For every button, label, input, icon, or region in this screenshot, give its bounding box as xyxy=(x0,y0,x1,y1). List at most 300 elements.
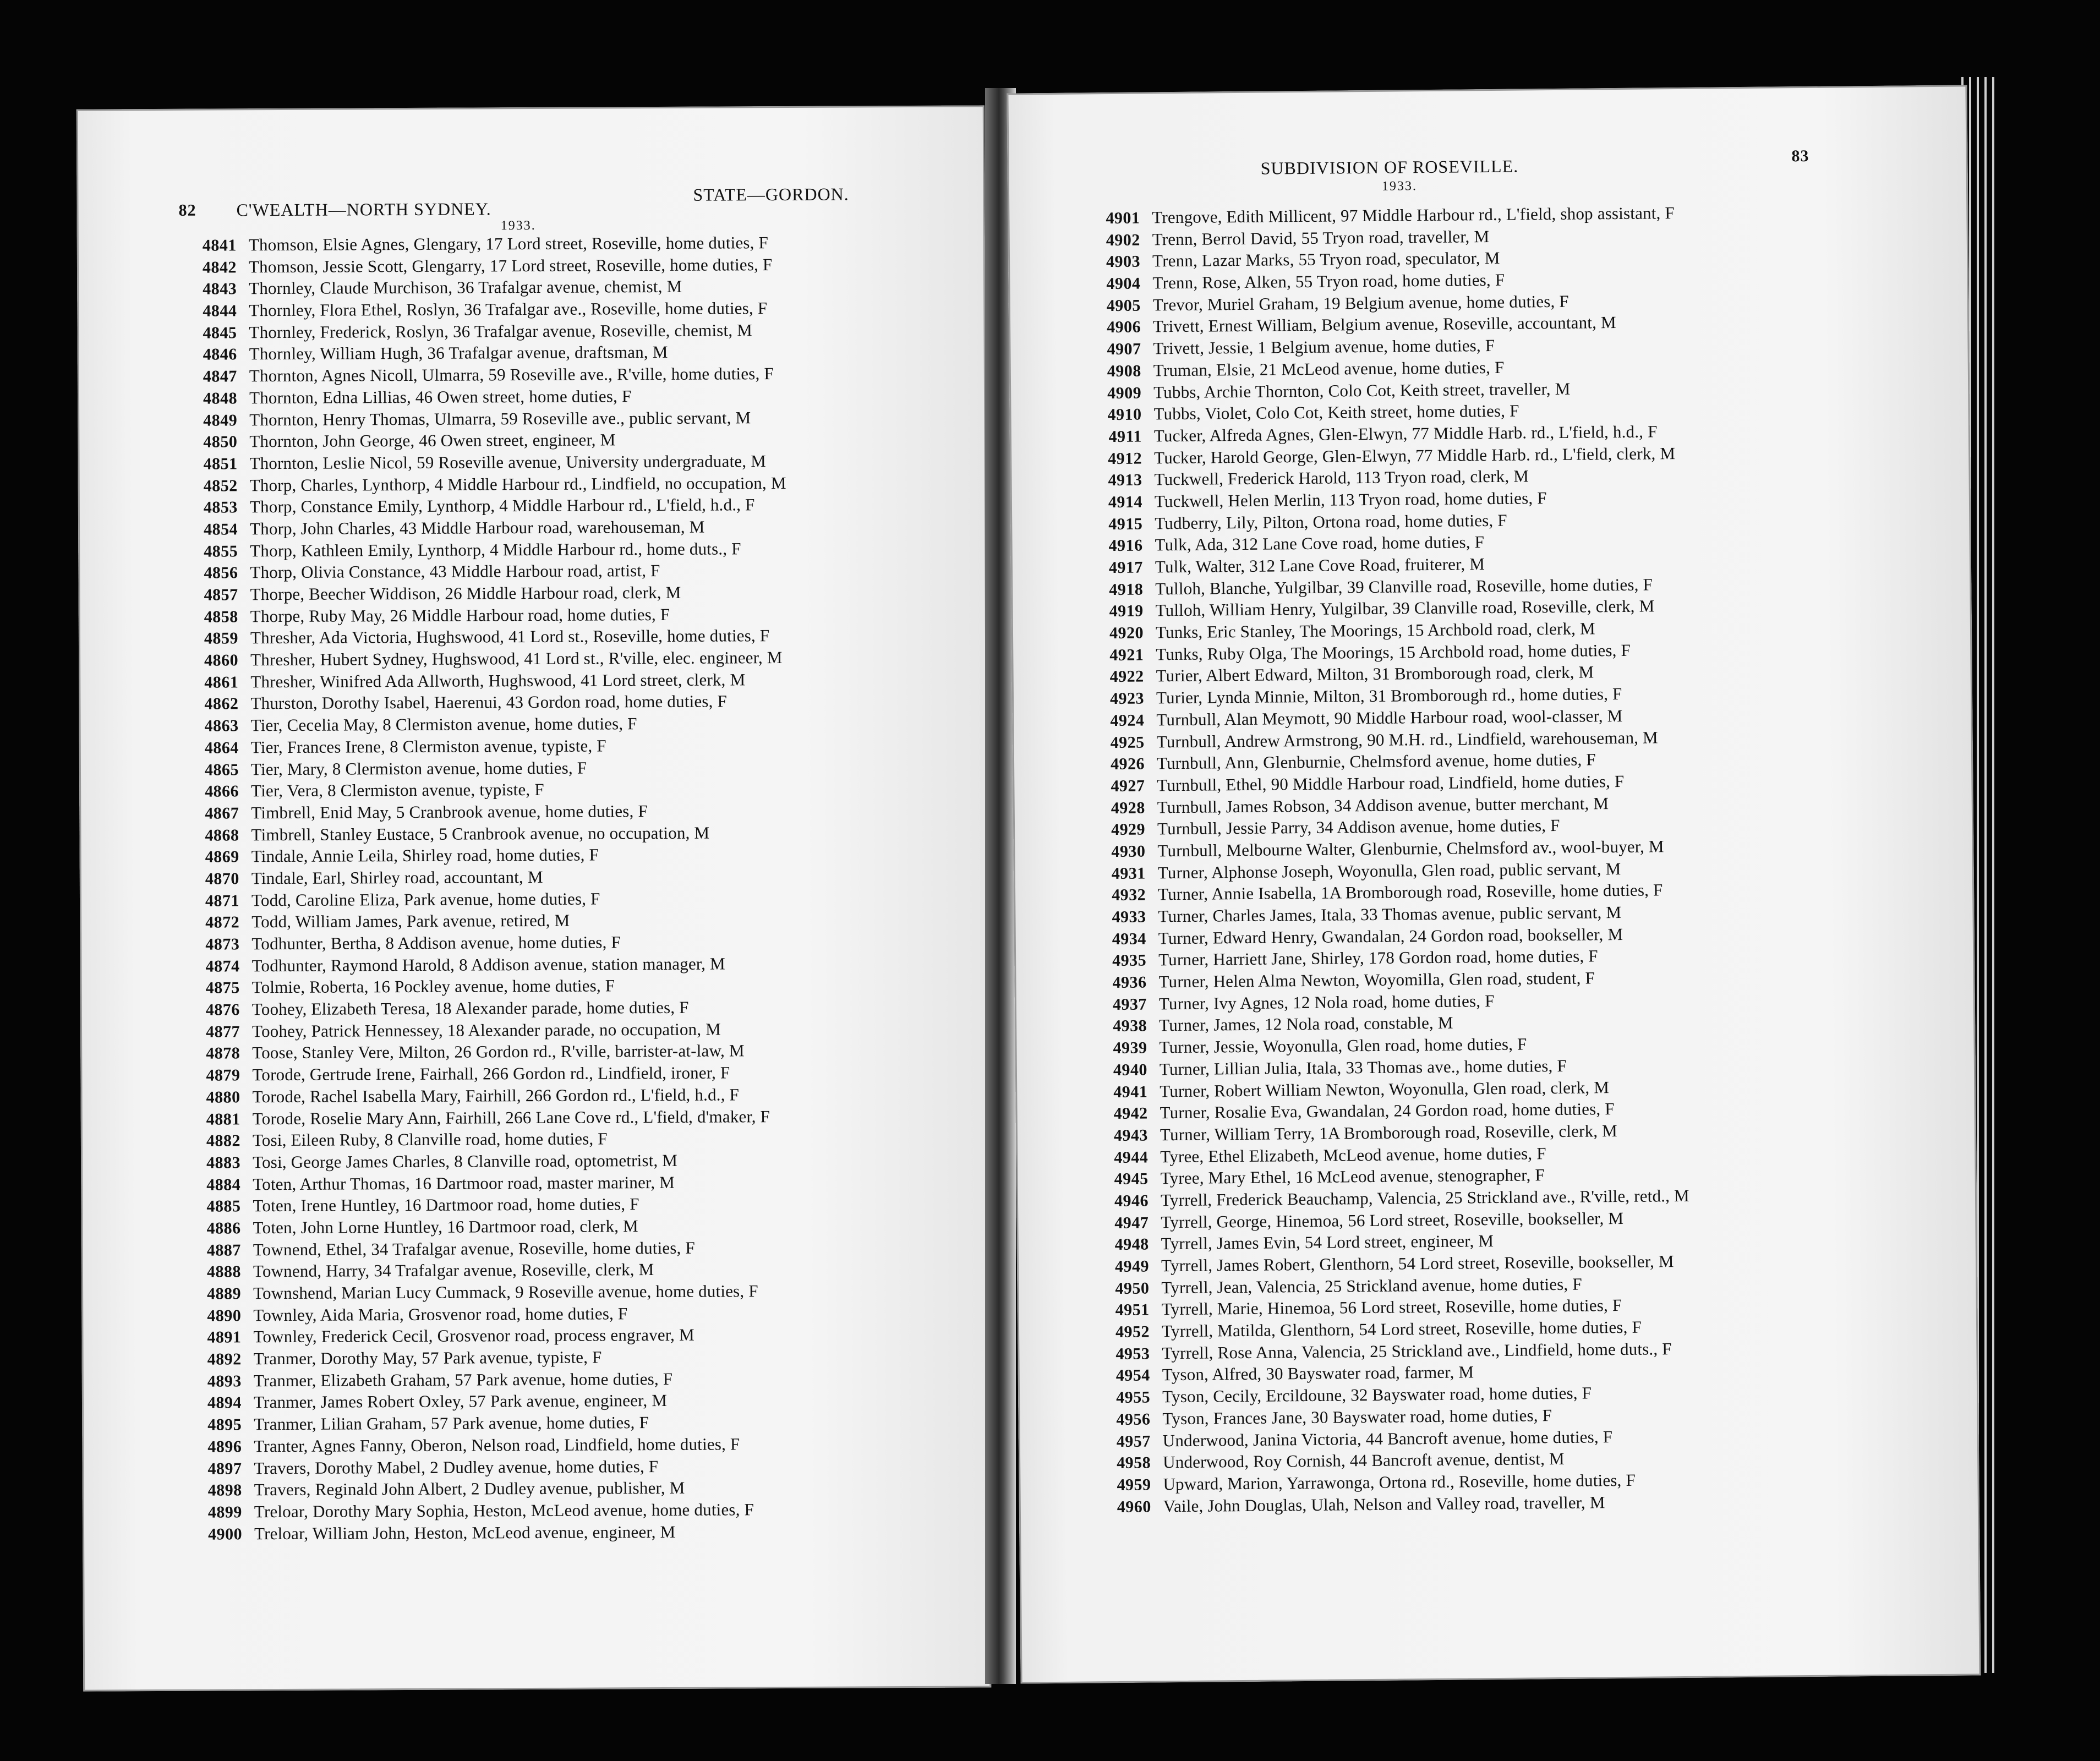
entry-number: 4863 xyxy=(204,717,239,735)
elector-entry xyxy=(173,865,788,890)
right-page-number: 83 xyxy=(1791,146,1809,166)
entry-number: 4878 xyxy=(206,1044,240,1063)
entry-text: Thurston, Dorothy Isabel, Haerenui, 43 Gordon road, home duties, F xyxy=(250,691,728,713)
entry-number: 4869 xyxy=(205,847,239,866)
entry-number: 4957 xyxy=(1116,1431,1151,1451)
entry-text: Townley, Aida Maria, Grosvenor road, home duties, F xyxy=(253,1303,628,1325)
entry-text: Todhunter, Raymond Harold, 8 Addison avenue, station manager, M xyxy=(251,954,725,975)
entry-text: Treloar, Dorothy Mary Sophia, Heston, McLeod avenue, home duties, F xyxy=(254,1500,754,1522)
entry-text: Truman, Elsie, 21 McLeod avenue, home duties, F xyxy=(1153,357,1505,380)
entry-number: 4913 xyxy=(1108,471,1142,490)
elector-entry xyxy=(172,559,786,584)
entry-number: 4866 xyxy=(205,782,239,801)
elector-entry xyxy=(172,516,786,540)
entry-text: Tulloh, William Henry, Yulgilbar, 39 Clanville road, Roseville, clerk, M xyxy=(1155,596,1655,620)
elector-entry xyxy=(171,275,785,300)
entry-number: 4931 xyxy=(1111,864,1146,883)
entry-number: 4885 xyxy=(206,1197,241,1216)
elector-entry xyxy=(171,319,785,344)
elector-entry xyxy=(173,953,788,977)
entry-number: 4939 xyxy=(1113,1038,1147,1058)
elector-entry xyxy=(176,1433,790,1458)
entry-text: Thornton, Agnes Nicoll, Ulmarra, 59 Roseville ave., R'ville, home duties, F xyxy=(249,364,774,386)
elector-entry xyxy=(172,647,787,671)
entry-text: Thornton, Henry Thomas, Ulmarra, 59 Roseville ave., public servant, M xyxy=(249,407,751,429)
elector-entry xyxy=(174,1171,789,1196)
entry-number: 4884 xyxy=(206,1175,241,1194)
entry-number: 4934 xyxy=(1112,929,1146,948)
elector-entry xyxy=(171,385,786,409)
entry-number: 4945 xyxy=(1114,1169,1149,1189)
entry-text: Thornley, William Hugh, 36 Trafalgar avenue, draftsman, M xyxy=(249,342,668,364)
entry-number: 4943 xyxy=(1113,1126,1149,1145)
entry-text: Tyson, Cecily, Ercildoune, 32 Bayswater road, home duties, F xyxy=(1162,1383,1592,1407)
entry-text: Travers, Reginald John Albert, 2 Dudley avenue, publisher, M xyxy=(254,1478,685,1500)
entry-text: Thresher, Hubert Sydney, Hughswood, 41 Lord st., R'ville, elec. engineer, M xyxy=(250,648,783,670)
elector-entry xyxy=(172,581,786,606)
entry-text: Toohey, Patrick Hennessey, 18 Alexander parade, no occupation, M xyxy=(251,1019,721,1041)
entry-text: Turier, Albert Edward, Milton, 31 Bromborough road, clerk, M xyxy=(1156,662,1594,686)
entry-number: 4915 xyxy=(1108,515,1143,533)
entry-text: Tyrrell, James Evin, 54 Lord street, engineer, M xyxy=(1161,1231,1494,1254)
entry-number: 4908 xyxy=(1107,362,1141,380)
entry-number: 4901 xyxy=(1106,209,1140,228)
entry-text: Torode, Gertrude Irene, Fairhall, 266 Gordon rd., Lindfield, ironer, F xyxy=(252,1063,730,1085)
entry-text: Turner, Alphonse Joseph, Woyonulla, Glen road, public servant, M xyxy=(1157,858,1621,882)
entry-text: Toten, Irene Huntley, 16 Dartmoor road, home duties, F xyxy=(253,1194,639,1216)
elector-entry xyxy=(176,1389,790,1414)
entry-number: 4910 xyxy=(1107,405,1142,424)
entry-text: Thresher, Winifred Ada Allworth, Hughswood, 41 Lord street, clerk, M xyxy=(250,670,746,691)
entry-text: Torode, Roselie Mary Ann, Fairhill, 266 Lane Cove rd., L'field, d'maker, F xyxy=(252,1106,770,1128)
entry-text: Turner, Ivy Agnes, 12 Nola road, home duties, F xyxy=(1158,991,1495,1014)
entry-text: Tucker, Harold George, Glen-Elwyn, 77 Middle Harb. rd., L'field, clerk, M xyxy=(1154,443,1676,467)
entry-text: Turner, Harriett Jane, Shirley, 178 Gordon road, home duties, F xyxy=(1158,946,1598,970)
entry-number: 4871 xyxy=(205,891,240,910)
entry-text: Toten, John Lorne Huntley, 16 Dartmoor road, clerk, M xyxy=(253,1216,638,1238)
entry-number: 4914 xyxy=(1108,493,1143,512)
entry-text: Tyson, Alfred, 30 Bayswater road, farmer, M xyxy=(1162,1362,1474,1385)
entry-number: 4899 xyxy=(207,1503,242,1522)
entry-text: Tubbs, Archie Thornton, Colo Cot, Keith street, traveller, M xyxy=(1153,379,1571,402)
entry-text: Tier, Mary, 8 Clermiston avenue, home duties, F xyxy=(250,758,587,779)
entry-text: Timbrell, Stanley Eustace, 5 Cranbrook avenue, no occupation, M xyxy=(251,823,710,844)
entry-number: 4960 xyxy=(1117,1497,1151,1516)
entry-text: Tyrrell, Rose Anna, Valencia, 25 Strickland ave., Lindfield, home duts., F xyxy=(1162,1338,1672,1363)
entry-number: 4953 xyxy=(1115,1344,1150,1363)
entry-number: 4888 xyxy=(206,1262,242,1281)
elector-entry xyxy=(174,1127,789,1152)
elector-entry xyxy=(172,538,786,562)
elector-entry xyxy=(173,778,788,802)
entry-number: 4864 xyxy=(204,739,239,757)
elector-entry xyxy=(175,1258,790,1283)
entry-number: 4858 xyxy=(204,608,238,626)
entry-text: Turner, Annie Isabella, 1A Bromborough road, Roseville, home duties, F xyxy=(1157,880,1663,904)
elector-entry xyxy=(173,734,788,759)
entry-number: 4922 xyxy=(1109,667,1144,686)
entry-text: Turner, Charles James, Itala, 33 Thomas avenue, public servant, M xyxy=(1158,902,1622,926)
entry-text: Turner, Robert William Newton, Woyonulla, Glen road, clerk, M xyxy=(1160,1077,1610,1101)
entry-text: Townend, Ethel, 34 Trafalgar avenue, Roseville, home duties, F xyxy=(253,1238,696,1259)
elector-entry xyxy=(176,1411,790,1436)
elector-entry xyxy=(173,931,788,955)
entry-number: 4954 xyxy=(1115,1366,1150,1385)
elector-entry xyxy=(175,1237,790,1261)
entry-number: 4879 xyxy=(206,1066,240,1085)
entry-text: Turnbull, James Robson, 34 Addison avenue, butter merchant, M xyxy=(1157,793,1609,817)
right-year: 1933. xyxy=(1381,179,1418,194)
entry-text: Thorp, Constance Emily, Lynthorp, 4 Middle Harbour rd., L'field, h.d., F xyxy=(249,495,755,517)
entry-text: Turnbull, Jessie Parry, 34 Addison avenue, home duties, F xyxy=(1157,816,1560,839)
entry-number: 4947 xyxy=(1114,1213,1149,1232)
entry-number: 4944 xyxy=(1114,1148,1149,1167)
entry-number: 4959 xyxy=(1117,1475,1151,1494)
entry-text: Tyree, Mary Ethel, 16 McLeod avenue, stenographer, F xyxy=(1160,1165,1545,1188)
entry-text: Tosi, George James Charles, 8 Clanville road, optometrist, M xyxy=(253,1150,678,1172)
entry-text: Tier, Cecelia May, 8 Clermiston avenue, home duties, F xyxy=(250,714,637,735)
elector-entry xyxy=(172,690,787,715)
entry-number: 4873 xyxy=(205,935,240,954)
entry-number: 4880 xyxy=(206,1088,240,1107)
entry-number: 4905 xyxy=(1106,296,1141,315)
right-page xyxy=(1007,85,1981,1683)
elector-entry xyxy=(173,712,788,737)
entry-number: 4850 xyxy=(203,433,238,451)
entry-number: 4946 xyxy=(1114,1191,1149,1210)
entry-text: Tudberry, Lily, Pilton, Ortona road, home duties, F xyxy=(1155,510,1507,533)
elector-entry xyxy=(174,1018,789,1043)
entry-number: 4892 xyxy=(207,1350,242,1369)
entry-text: Tuckwell, Helen Merlin, 113 Tryon road, home duties, F xyxy=(1154,488,1547,511)
entry-number: 4928 xyxy=(1111,799,1145,817)
entry-number: 4956 xyxy=(1116,1410,1151,1429)
entry-text: Tier, Frances Irene, 8 Clermiston avenue, typiste, F xyxy=(250,736,606,757)
entry-text: Tucker, Alfreda Agnes, Glen-Elwyn, 77 Middle Harb. rd., L'field, h.d., F xyxy=(1153,422,1658,446)
entry-text: Thorp, Kathleen Emily, Lynthorp, 4 Middle Harbour rd., home duts., F xyxy=(250,538,741,560)
entry-number: 4907 xyxy=(1107,340,1141,359)
entry-number: 4859 xyxy=(204,629,239,648)
entry-number: 4845 xyxy=(203,324,237,342)
entry-number: 4851 xyxy=(203,455,238,473)
entry-number: 4917 xyxy=(1108,558,1144,577)
entry-number: 4887 xyxy=(206,1240,241,1260)
entry-number: 4867 xyxy=(205,804,239,823)
entry-text: Tulk, Walter, 312 Lane Cove Road, fruiterer, M xyxy=(1155,554,1485,577)
entry-text: Tranmer, Lilian Graham, 57 Park avenue, home duties, F xyxy=(254,1413,649,1434)
entry-number: 4900 xyxy=(207,1524,243,1544)
entry-number: 4952 xyxy=(1115,1322,1150,1342)
entry-number: 4926 xyxy=(1110,754,1145,774)
elector-entry xyxy=(172,494,786,518)
entry-text: Tyrrell, Frederick Beauchamp, Valencia, 25 Strickland ave., R'ville, retd., M xyxy=(1160,1185,1689,1210)
entry-text: Tindale, Earl, Shirley road, accountant, M xyxy=(251,867,543,888)
entry-text: Tranmer, Elizabeth Graham, 57 Park avenue, home duties, F xyxy=(253,1369,673,1390)
entry-number: 4933 xyxy=(1112,907,1146,927)
entry-text: Tranmer, James Robert Oxley, 57 Park avenue, engineer, M xyxy=(253,1391,668,1412)
entry-text: Thorpe, Ruby May, 26 Middle Harbour road, home duties, F xyxy=(250,604,670,626)
elector-entry xyxy=(173,756,788,780)
entry-number: 4889 xyxy=(207,1284,242,1303)
left-page-number: 82 xyxy=(178,201,196,220)
entry-number: 4898 xyxy=(207,1481,242,1500)
entry-number: 4893 xyxy=(207,1372,242,1391)
entry-number: 4895 xyxy=(207,1415,242,1434)
entry-text: Tyrrell, Jean, Valencia, 25 Strickland avenue, home duties, F xyxy=(1161,1274,1582,1297)
entry-number: 4932 xyxy=(1112,885,1146,905)
entry-text: Thomson, Elsie Agnes, Glengary, 17 Lord street, Roseville, home duties, F xyxy=(248,233,769,255)
entry-number: 4936 xyxy=(1112,973,1147,992)
entry-text: Tulloh, Blanche, Yulgilbar, 39 Clanville road, Roseville, home duties, F xyxy=(1155,575,1653,599)
elector-entry xyxy=(171,363,786,387)
entry-text: Vaile, John Douglas, Ulah, Nelson and Valley road, traveller, M xyxy=(1163,1492,1605,1516)
elector-entry xyxy=(176,1368,790,1392)
entry-text: Thomson, Jessie Scott, Glengarry, 17 Lord street, Roseville, home duties, F xyxy=(248,254,773,276)
entry-number: 4925 xyxy=(1110,733,1145,752)
entry-text: Tyrrell, George, Hinemoa, 56 Lord street, Roseville, bookseller, M xyxy=(1161,1208,1624,1232)
left-header-left: C'WEALTH—NORTH SYDNEY. xyxy=(236,199,491,220)
elector-entry xyxy=(175,1215,790,1239)
entry-text: Trenn, Rose, Alken, 55 Tryon road, home duties, F xyxy=(1152,270,1505,293)
entry-number: 4938 xyxy=(1113,1016,1147,1036)
entry-text: Turner, William Terry, 1A Bromborough road, Roseville, clerk, M xyxy=(1160,1120,1618,1145)
entry-number: 4923 xyxy=(1109,689,1145,708)
entry-text: Toohey, Elizabeth Teresa, 18 Alexander parade, home duties, F xyxy=(251,997,689,1019)
elector-entry xyxy=(174,974,789,999)
entry-number: 4852 xyxy=(203,476,238,495)
entry-text: Turnbull, Melbourne Walter, Glenburnie, Chelmsford av., wool-buyer, M xyxy=(1157,836,1664,861)
elector-entry xyxy=(175,1280,790,1305)
entry-number: 4883 xyxy=(206,1153,241,1172)
entry-text: Tyrrell, James Robert, Glenthorn, 54 Lord street, Roseville, bookseller, M xyxy=(1161,1251,1674,1276)
entry-number: 4903 xyxy=(1106,252,1141,271)
entry-text: Turier, Lynda Minnie, Milton, 31 Bromborough rd., home duties, F xyxy=(1156,684,1622,708)
entry-text: Todd, Caroline Eliza, Park avenue, home duties, F xyxy=(251,889,600,910)
elector-entry xyxy=(173,887,788,912)
entry-number: 4841 xyxy=(202,236,237,255)
entry-text: Travers, Dorothy Mabel, 2 Dudley avenue, home duties, F xyxy=(254,1456,659,1478)
elector-entry xyxy=(173,822,788,846)
entry-number: 4948 xyxy=(1114,1235,1149,1254)
entry-number: 4843 xyxy=(203,280,237,298)
entry-text: Underwood, Roy Cornish, 44 Bancroft avenue, dentist, M xyxy=(1162,1449,1565,1472)
elector-entry xyxy=(171,428,786,453)
entry-text: Thorpe, Beecher Widdison, 26 Middle Harbour road, clerk, M xyxy=(250,582,681,604)
entry-text: Turner, Jessie, Woyonulla, Glen road, home duties, F xyxy=(1159,1034,1527,1057)
entry-number: 4855 xyxy=(204,542,238,561)
elector-entry xyxy=(174,1105,789,1130)
entry-text: Tubbs, Violet, Colo Cot, Keith street, home duties, F xyxy=(1153,401,1519,424)
elector-entry xyxy=(173,909,788,933)
left-header-right: STATE—GORDON. xyxy=(693,184,849,205)
entry-number: 4865 xyxy=(204,760,239,779)
left-entry-list xyxy=(171,232,791,1545)
entry-text: Thornley, Frederick, Roslyn, 36 Trafalgar avenue, Roseville, chemist, M xyxy=(249,320,753,342)
entry-number: 4919 xyxy=(1109,601,1144,621)
elector-entry xyxy=(171,450,786,475)
entry-text: Tranmer, Dorothy May, 57 Park avenue, typiste, F xyxy=(253,1347,602,1369)
entry-text: Tier, Vera, 8 Clermiston avenue, typiste, F xyxy=(251,780,544,801)
entry-number: 4921 xyxy=(1109,646,1144,664)
entry-text: Turnbull, Ann, Glenburnie, Chelmsford avenue, home duties, F xyxy=(1156,750,1596,773)
entry-text: Todhunter, Bertha, 8 Addison avenue, home duties, F xyxy=(251,932,621,954)
entry-number: 4920 xyxy=(1109,624,1144,643)
entry-text: Thornton, Edna Lillias, 46 Owen street, home duties, F xyxy=(249,386,632,408)
entry-text: Trenn, Lazar Marks, 55 Tryon road, speculator, M xyxy=(1152,248,1500,271)
entry-number: 4886 xyxy=(206,1219,241,1238)
elector-entry xyxy=(175,1324,790,1348)
elector-entry xyxy=(174,1040,789,1064)
entry-text: Trivett, Jessie, 1 Belgium avenue, home duties, F xyxy=(1153,336,1495,358)
entry-text: Thresher, Ada Victoria, Hughswood, 41 Lord st., Roseville, home duties, F xyxy=(250,626,770,648)
entry-number: 4906 xyxy=(1106,318,1141,337)
elector-entry xyxy=(174,1084,789,1108)
entry-text: Turnbull, Ethel, 90 Middle Harbour road, Lindfield, home duties, F xyxy=(1157,771,1625,795)
entry-number: 4958 xyxy=(1117,1453,1151,1473)
elector-entry xyxy=(172,472,786,497)
elector-entry xyxy=(171,254,785,278)
entry-text: Turner, Helen Alma Newton, Woyomilla, Glen road, student, F xyxy=(1158,968,1595,992)
entry-text: Todd, William James, Park avenue, retired, M xyxy=(251,911,570,932)
entry-number: 4929 xyxy=(1111,820,1146,839)
entry-number: 4856 xyxy=(204,564,238,582)
entry-number: 4842 xyxy=(202,258,237,277)
entry-number: 4937 xyxy=(1112,995,1147,1014)
entry-number: 4891 xyxy=(207,1328,242,1347)
entry-text: Thornton, Leslie Nicol, 59 Roseville avenue, University undergraduate, M xyxy=(249,451,767,473)
entry-number: 4950 xyxy=(1115,1279,1150,1298)
entry-number: 4872 xyxy=(205,913,240,932)
elector-entry xyxy=(172,603,787,628)
elector-entry xyxy=(174,1062,789,1086)
entry-number: 4912 xyxy=(1108,449,1142,468)
entry-number: 4918 xyxy=(1109,580,1144,599)
entry-text: Tyrrell, Matilda, Glenthorn, 54 Lord street, Roseville, home duties, F xyxy=(1161,1317,1642,1341)
elector-entry xyxy=(176,1499,791,1523)
entry-text: Tindale, Annie Leila, Shirley road, home duties, F xyxy=(251,845,599,866)
entry-number: 4853 xyxy=(203,498,238,517)
entry-text: Underwood, Janina Victoria, 44 Bancroft avenue, home duties, F xyxy=(1162,1426,1613,1450)
entry-text: Treloar, William John, Heston, McLeod avenue, engineer, M xyxy=(254,1522,676,1543)
left-year: 1933. xyxy=(500,218,536,233)
entry-number: 4846 xyxy=(203,345,237,364)
entry-text: Tolmie, Roberta, 16 Pockley avenue, home duties, F xyxy=(251,976,615,997)
entry-text: Thorp, Charles, Lynthorp, 4 Middle Harbour rd., Lindfield, no occupation, M xyxy=(249,473,786,495)
elector-entry xyxy=(171,406,786,431)
entry-number: 4862 xyxy=(204,694,239,714)
entry-text: Thorp, John Charles, 43 Middle Harbour road, warehouseman, M xyxy=(249,517,705,539)
entry-number: 4844 xyxy=(203,302,237,320)
entry-text: Thornton, John George, 46 Owen street, engineer, M xyxy=(249,430,616,451)
entry-text: Thornley, Flora Ethel, Roslyn, 36 Trafalgar ave., Roseville, home duties, F xyxy=(249,298,768,320)
entry-text: Turner, James, 12 Nola road, constable, M xyxy=(1159,1013,1453,1035)
elector-entry xyxy=(176,1476,791,1501)
entry-text: Tuckwell, Frederick Harold, 113 Tryon road, clerk, M xyxy=(1154,466,1529,489)
entry-number: 4847 xyxy=(203,367,237,386)
elector-entry xyxy=(171,341,786,365)
entry-number: 4935 xyxy=(1112,951,1147,970)
right-header-center: SUBDIVISION OF ROSEVILLE. xyxy=(1260,156,1519,178)
entry-number: 4924 xyxy=(1110,711,1145,730)
entry-text: Townley, Frederick Cecil, Grosvenor road, process engraver, M xyxy=(253,1325,694,1347)
entry-number: 4930 xyxy=(1111,842,1146,861)
entry-text: Tyrrell, Marie, Hinemoa, 56 Lord street, Roseville, home duties, F xyxy=(1161,1295,1622,1319)
entry-text: Tunks, Eric Stanley, The Moorings, 15 Archbold road, clerk, M xyxy=(1155,619,1595,642)
entry-text: Timbrell, Enid May, 5 Cranbrook avenue, home duties, F xyxy=(251,801,648,823)
entry-number: 4881 xyxy=(206,1109,240,1129)
entry-number: 4848 xyxy=(203,389,238,408)
entry-text: Torode, Rachel Isabella Mary, Fairhill, 266 Gordon rd., L'field, h.d., F xyxy=(252,1085,740,1107)
entry-number: 4877 xyxy=(205,1022,240,1041)
entry-text: Tunks, Ruby Olga, The Moorings, 15 Archbold road, home duties, F xyxy=(1156,640,1631,664)
entry-text: Thornley, Claude Murchison, 36 Trafalgar avenue, chemist, M xyxy=(249,277,682,298)
entry-number: 4942 xyxy=(1113,1104,1148,1123)
entry-text: Turner, Lillian Julia, Itala, 33 Thomas ave., home duties, F xyxy=(1159,1055,1567,1079)
entry-number: 4916 xyxy=(1108,536,1143,555)
entry-number: 4874 xyxy=(205,957,240,976)
entry-number: 4902 xyxy=(1106,231,1140,249)
entry-text: Trengove, Edith Millicent, 97 Middle Harbour rd., L'field, shop assistant, F xyxy=(1152,203,1675,227)
entry-number: 4896 xyxy=(207,1437,242,1456)
elector-entry xyxy=(174,1193,789,1217)
elector-entry xyxy=(175,1302,790,1327)
entry-number: 4911 xyxy=(1108,427,1142,446)
entry-text: Turner, Edward Henry, Gwandalan, 24 Gordon road, bookseller, M xyxy=(1158,924,1623,948)
entry-number: 4882 xyxy=(206,1131,240,1150)
entry-number: 4849 xyxy=(203,411,238,430)
entry-text: Turner, Rosalie Eva, Gwandalan, 24 Gordon road, home duties, F xyxy=(1160,1099,1615,1123)
entry-text: Turnbull, Andrew Armstrong, 90 M.H. rd., Lindfield, warehouseman, M xyxy=(1156,727,1659,751)
elector-entry xyxy=(171,232,785,256)
elector-entry xyxy=(174,1149,789,1174)
elector-entry xyxy=(171,297,785,322)
entry-number: 4868 xyxy=(205,825,239,845)
entry-text: Upward, Marion, Yarrawonga, Ortona rd., Roseville, home duties, F xyxy=(1163,1470,1636,1494)
elector-entry xyxy=(1085,1490,1692,1517)
entry-text: Tosi, Eileen Ruby, 8 Clanville road, home duties, F xyxy=(252,1129,608,1150)
entry-number: 4876 xyxy=(205,1000,240,1019)
entry-number: 4870 xyxy=(205,869,239,888)
entry-text: Townend, Harry, 34 Trafalgar avenue, Roseville, clerk, M xyxy=(253,1260,654,1281)
entry-number: 4951 xyxy=(1115,1300,1150,1320)
entry-text: Tulk, Ada, 312 Lane Cove road, home duties, F xyxy=(1155,532,1485,555)
entry-text: Trevor, Muriel Graham, 19 Belgium avenue, home duties, F xyxy=(1152,291,1569,315)
entry-text: Trenn, Berrol David, 55 Tryon road, traveller, M xyxy=(1152,226,1490,249)
entry-number: 4860 xyxy=(204,651,239,670)
elector-entry xyxy=(176,1346,790,1370)
left-page xyxy=(76,105,992,1691)
entry-number: 4955 xyxy=(1115,1388,1151,1407)
elector-entry xyxy=(176,1454,790,1479)
entry-text: Tyson, Frances Jane, 30 Bayswater road, home duties, F xyxy=(1162,1405,1552,1429)
entry-number: 4941 xyxy=(1113,1082,1148,1101)
entry-number: 4904 xyxy=(1106,274,1141,293)
entry-text: Tranter, Agnes Fanny, Oberon, Nelson road, Lindfield, home duties, F xyxy=(254,1434,740,1456)
entry-number: 4861 xyxy=(204,673,239,692)
entry-text: Trivett, Ernest William, Belgium avenue, Roseville, accountant, M xyxy=(1152,313,1616,336)
elector-entry xyxy=(172,669,787,693)
elector-entry xyxy=(174,996,789,1021)
entry-text: Townshend, Marian Lucy Cummack, 9 Roseville avenue, home duties, F xyxy=(253,1281,758,1303)
entry-text: Toose, Stanley Vere, Milton, 26 Gordon rd., R'ville, barrister-at-law, M xyxy=(252,1041,745,1063)
entry-text: Toten, Arthur Thomas, 16 Dartmoor road, master mariner, M xyxy=(253,1172,675,1194)
elector-entry xyxy=(172,625,787,649)
entry-number: 4909 xyxy=(1107,384,1142,402)
entry-number: 4940 xyxy=(1113,1060,1148,1079)
entry-text: Tyree, Ethel Elizabeth, McLeod avenue, home duties, F xyxy=(1160,1143,1546,1166)
elector-entry xyxy=(173,843,788,868)
entry-number: 4897 xyxy=(207,1459,242,1478)
